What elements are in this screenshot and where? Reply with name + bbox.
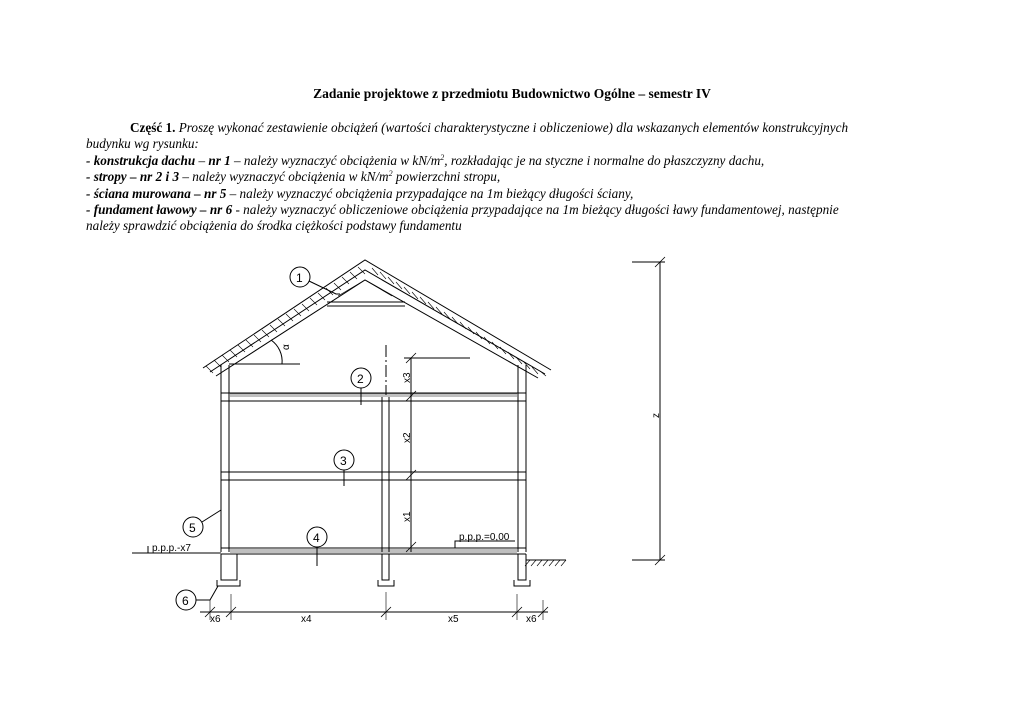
foundation-middle bbox=[378, 554, 394, 586]
callout-6-label: 6 bbox=[182, 594, 189, 608]
dim-x5: x5 bbox=[448, 614, 459, 625]
dim-x1: x1 bbox=[402, 511, 413, 522]
dim-x6-left: x6 bbox=[210, 614, 221, 625]
intro-text: Proszę wykonać zestawienie obciążeń (wartości charakterystyczne i obliczeniowe) dla wskazanych elementów konstrukcyjnych bbox=[175, 120, 849, 135]
foundation-left bbox=[217, 554, 240, 586]
level-ground-label: p.p.p.-x7 bbox=[152, 543, 191, 554]
callout-1-label: 1 bbox=[296, 271, 303, 285]
foundation-right bbox=[514, 554, 530, 586]
roof-angle-arc bbox=[271, 340, 282, 364]
dim-x6-right: x6 bbox=[526, 614, 537, 625]
callout-4-label: 4 bbox=[313, 531, 320, 545]
item-wall: - ściana murowana – nr 5 – należy wyznaczyć obciążenia przypadające na 1m bieżący długości ściany, bbox=[86, 185, 634, 201]
angle-label: α bbox=[281, 344, 292, 350]
intro-line-2: budynku wg rysunku: bbox=[86, 136, 199, 152]
item-roof: - konstrukcja dachu – nr 1 – należy wyznaczyć obciążenia w $kN/m^2$, rozkładając je na styczne i normalne do płaszczyzny dachu, bbox=[86, 152, 765, 168]
slab-3 bbox=[221, 472, 526, 480]
dim-x3: x3 bbox=[402, 372, 413, 383]
callout-3-label: 3 bbox=[340, 454, 347, 468]
slab-4 bbox=[221, 548, 526, 554]
dim-x2: x2 bbox=[402, 432, 413, 443]
dim-x4: x4 bbox=[301, 614, 312, 625]
callout-5-label: 5 bbox=[189, 521, 196, 535]
callout-2-label: 2 bbox=[357, 372, 364, 386]
middle-wall bbox=[382, 397, 389, 552]
page-title: Zadanie projektowe z przedmiotu Budownictwo Ogólne – semestr IV bbox=[313, 86, 711, 101]
level-floor-label: p.p.p.=0,00 bbox=[459, 532, 510, 543]
part-label: Część 1. bbox=[130, 120, 176, 135]
dim-z: z bbox=[651, 413, 662, 418]
item-floors: - stropy – nr 2 i 3 – należy wyznaczyć obciążenia w $kN/m^2$ powierzchni stropu, bbox=[86, 169, 501, 185]
item-foundation: - fundament ławowy – nr 6 - należy wyznaczyć obliczeniowe obciążenia przypadające na 1m bieżący długości ławy fundamentowej, następnie bbox=[86, 202, 839, 218]
item-foundation-cont: należy sprawdzić obciążenia do środka ciężkości podstawy fundamentu bbox=[86, 218, 462, 234]
